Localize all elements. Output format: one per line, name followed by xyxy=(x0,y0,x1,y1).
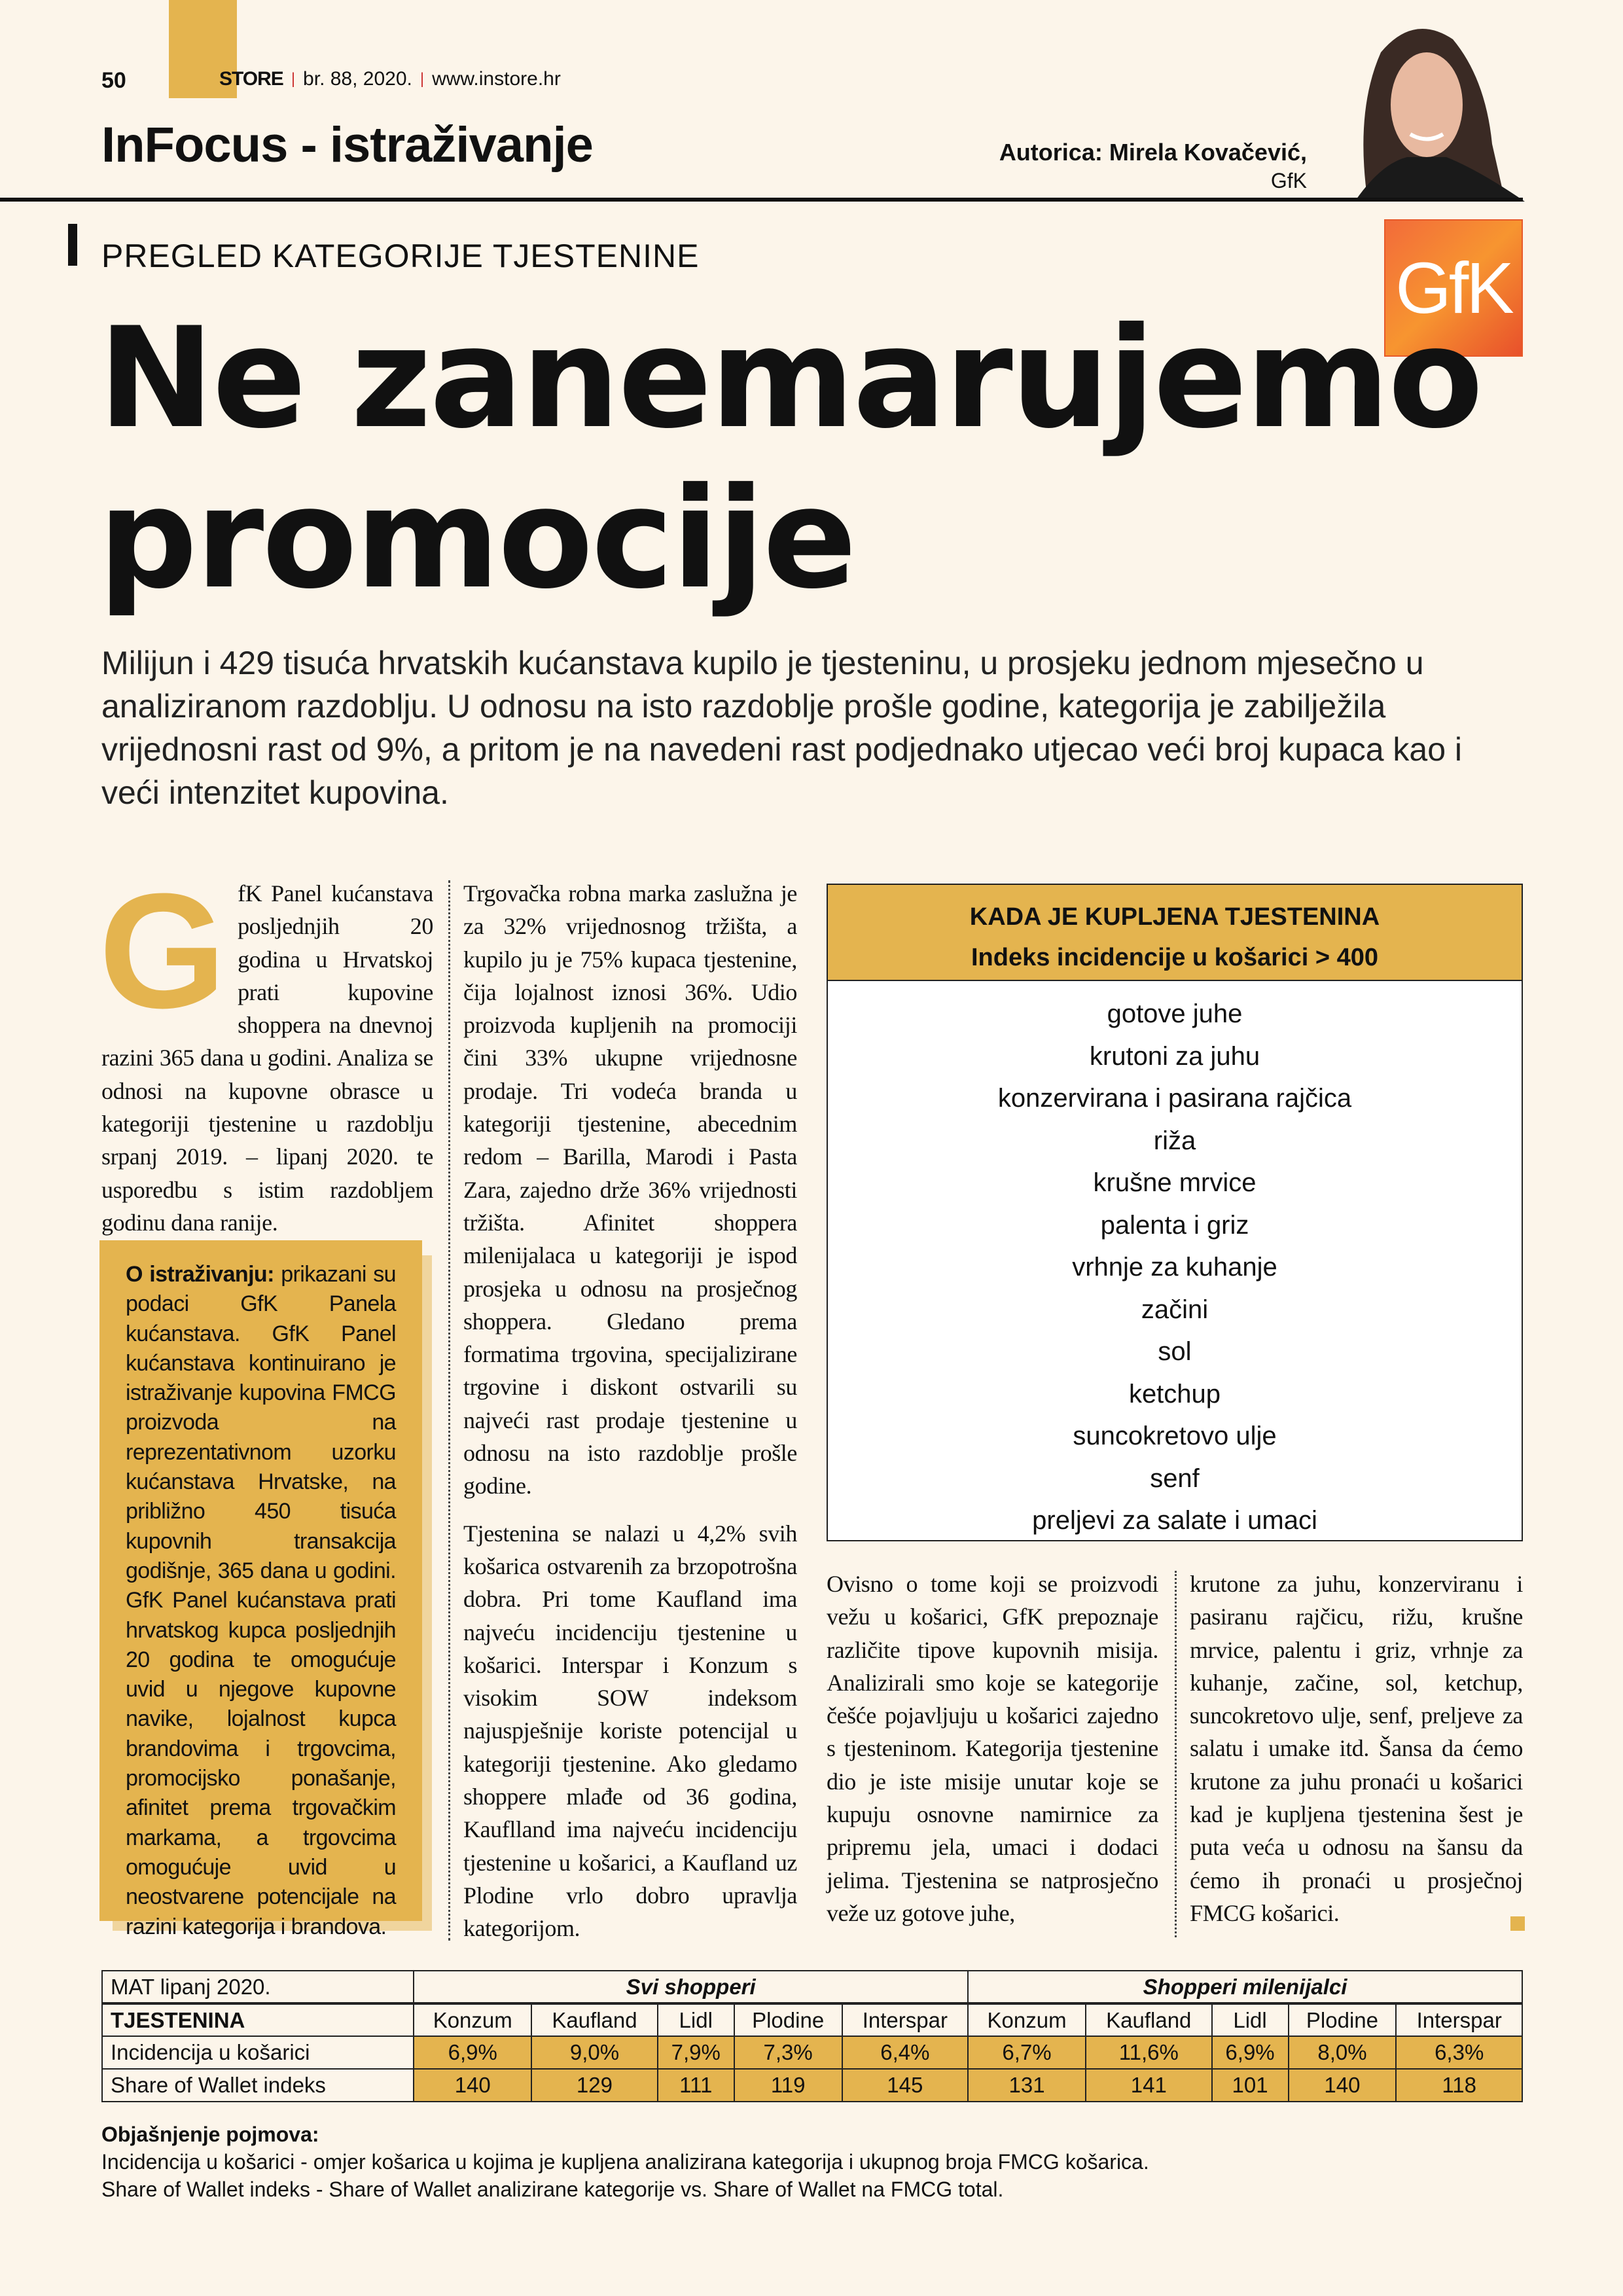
retailer-header: Kaufland xyxy=(531,2003,658,2036)
value-cell: 7,9% xyxy=(658,2036,734,2069)
author: Autorica: Mirela Kovačević, xyxy=(999,139,1307,166)
column-text: fK Panel kućanstava posljednjih 20 godina u Hrvatskoj prati kupovine shoppera na dnevnoj razini 365 dana u godini. Analiza se odnosi na kupovne obrasce u kategoriji tjestenine u razdoblju srpanj 2019. – lipanj 2020. te usporedbu s istim razdobljem godinu dana ranije. xyxy=(101,880,433,1236)
value-cell: 140 xyxy=(414,2069,531,2102)
sidebar-title: O istraživanju: xyxy=(126,1262,274,1287)
box-title: KADA JE KUPLJENA TJESTENINA xyxy=(969,903,1380,931)
row-label: Share of Wallet indeks xyxy=(102,2069,414,2102)
column-2 xyxy=(463,877,797,1945)
box-header xyxy=(828,885,1522,981)
row-label: Incidencija u košarici xyxy=(102,2036,414,2069)
box-item: preljevi za salate i umaci xyxy=(1032,1506,1317,1535)
box-item: krušne mrvice xyxy=(1093,1168,1257,1197)
value-cell: 6,7% xyxy=(968,2036,1086,2069)
group-header: Svi shopperi xyxy=(414,1971,968,2003)
box-list xyxy=(828,981,1522,1542)
box-item: ketchup xyxy=(1128,1379,1221,1408)
author-photo xyxy=(1329,13,1525,202)
column-divider xyxy=(448,880,450,1941)
box-item: konzervirana i pasirana rajčica xyxy=(997,1084,1352,1113)
retailer-header: Plodine xyxy=(1289,2003,1397,2036)
column-3: Ovisno o tome koji se proizvodi vežu u košarici, GfK prepoznaje različite tipove kupovnih misija. Analizirali smo koje se kategorije češće pojavljuju u košarici zajedno s tjesteninom. Kategorija tjestenine dio je iste misije unutar koje se kupuju osnovne namirnice za pripremu jela, umaci i dodaci jelima. Tjestenina se natprosječno veže uz gotove juhe, xyxy=(827,1571,1158,1926)
period-cell: MAT lipanj 2020. xyxy=(102,1971,414,2003)
box-item: začini xyxy=(1141,1295,1209,1324)
note-line: Incidencija u košarici - omjer košarica u kojima je kupljena analizirana kategorija i ukupnog broja FMCG košarica. xyxy=(101,2150,1149,2174)
retailer-header: Lidl xyxy=(1212,2003,1289,2036)
publication-line xyxy=(219,68,561,90)
note-line: Share of Wallet indeks - Share of Wallet analizirane kategorije vs. Share of Wallet na FMCG total. xyxy=(101,2178,1004,2201)
publication-logo: STORE xyxy=(219,68,283,90)
gfk-logo: GfK xyxy=(1384,219,1523,357)
headline xyxy=(98,298,1482,619)
category-cell: TJESTENINA xyxy=(102,2003,414,2036)
header-rule xyxy=(0,198,1523,202)
retailer-header: Plodine xyxy=(734,2003,842,2036)
website[interactable]: www.instore.hr xyxy=(432,68,561,90)
value-cell: 118 xyxy=(1396,2069,1522,2102)
paragraph: Trgovačka robna marka zaslužna je za 32% vrijednosnog tržišta, a kupilo ju je 75% kupaca tjestenine, čija lojalnost iznosi 36%. Udio proizvoda kupljenih na promociji čini 33% ukupne vrijednosne prodaje. Tri vodeća branda u kategoriji tjestenine, abecednim redom – Barilla, Marodi i Pasta Zara, zajedno drže 36% vrijednosti tržišta. Afinitet shoppera milenijalaca u kategoriji je ispod prosjeka u odnosu na prosječnog shoppera. Gledano prema formatima trgovina, specijalizirane trgovine i diskont ostvarili su najveći rast prodaje tjestenine u odnosu na isto razdoblje prošle godine. xyxy=(463,880,797,1499)
retailer-header: Konzum xyxy=(414,2003,531,2036)
drop-cap: G xyxy=(99,859,226,1042)
kicker-marker xyxy=(68,224,77,266)
box-item: gotove juhe xyxy=(1107,999,1243,1028)
value-cell: 140 xyxy=(1289,2069,1397,2102)
author-org: GfK xyxy=(1270,169,1307,192)
retailer-header: Kaufland xyxy=(1086,2003,1212,2036)
value-cell: 145 xyxy=(842,2069,969,2102)
retailer-header: Interspar xyxy=(1396,2003,1522,2036)
value-cell: 131 xyxy=(968,2069,1086,2102)
notes-title: Objašnjenje pojmova: xyxy=(101,2123,319,2146)
headline-line: Ne zanemarujemo xyxy=(98,297,1482,459)
notes xyxy=(101,2121,1149,2203)
value-cell: 6,4% xyxy=(842,2036,969,2069)
value-cell: 7,3% xyxy=(734,2036,842,2069)
value-cell: 6,9% xyxy=(414,2036,531,2069)
retailer-header: Interspar xyxy=(842,2003,969,2036)
value-cell: 119 xyxy=(734,2069,842,2102)
about-research-box xyxy=(99,1240,422,1939)
box-item: suncokretovo ulje xyxy=(1073,1422,1277,1450)
end-mark xyxy=(1510,1916,1525,1931)
value-cell: 6,3% xyxy=(1396,2036,1522,2069)
kicker: PREGLED KATEGORIJE TJESTENINE xyxy=(101,238,700,274)
box-item: vrhnje za kuhanje xyxy=(1072,1253,1277,1282)
column-divider xyxy=(1175,1571,1177,1937)
page-number: 50 xyxy=(101,68,126,93)
value-cell: 8,0% xyxy=(1289,2036,1397,2069)
value-cell: 11,6% xyxy=(1086,2036,1212,2069)
value-cell: 101 xyxy=(1212,2069,1289,2102)
box-item: senf xyxy=(1150,1463,1200,1493)
separator: | xyxy=(291,70,296,88)
box-subtitle: Indeks incidencije u košarici > 400 xyxy=(971,944,1379,971)
paragraph: Tjestenina se nalazi u 4,2% svih košarica ostvarenih za brzopotrošna dobra. Pri tome Kaufland ima najveću incidenciju tjestenine u košarici. Interspar i Konzum s visokim SOW indeksom najuspješnije koriste potencijal u kategoriji tjestenine. Ako gledamo shoppere mlađe od 36 godina, Kauflland ima najveću incidenciju tjestenine u košarici, a Kaufland uz Plodine vrlo dobro upravlja kategorijom. xyxy=(463,1520,797,1942)
value-cell: 9,0% xyxy=(531,2036,658,2069)
box-item: sol xyxy=(1158,1337,1192,1366)
value-cell: 141 xyxy=(1086,2069,1212,2102)
retailer-header: Lidl xyxy=(658,2003,734,2036)
column-1 xyxy=(99,859,433,1239)
box-item: krutoni za juhu xyxy=(1089,1041,1260,1071)
separator: | xyxy=(419,70,425,88)
column-4: krutone za juhu, konzerviranu i pasiranu rajčicu, rižu, krušne mrvice, palentu i griz, vrhnje za kuhanje, začine, sol, ketchup, suncokretovo ulje, senf, preljeve za salatu i umake itd. Šansa da ćemo krutone za juhu pronaći u košarici kad je kupljena tjestenina šest je puta veća u odnosu na šansu da ćemo ih pronaći u prosječnoj FMCG košarici. xyxy=(1190,1571,1523,1926)
sidebar-text: prikazani su podaci GfK Panela kućanstava. GfK Panel kućanstava kontinuirano je istraživanje kupovina FMCG proizvoda na reprezentativnom uzorku kućanstava Hrvatske, na približno 450 tisuća kupovnih transakcija godišnje, 365 dana u godini. GfK Panel kućanstava prati hrvatskog kupca posljednjih 20 godina te omogućuje uvid u njegove kupovne navike, lojalnost kupca brandovima i trgovcima, promocijsko ponašanje, afinitet prema trgovačkim markama, a trgovcima omogućuje uvid u neostvarene potencijale na razini kategorija i brandova. xyxy=(126,1262,396,1939)
value-cell: 111 xyxy=(658,2069,734,2102)
value-cell: 6,9% xyxy=(1212,2036,1289,2069)
group-header: Shopperi milenijalci xyxy=(968,1971,1522,2003)
headline-line: promocije xyxy=(98,457,855,619)
lead-paragraph: Milijun i 429 tisuća hrvatskih kućanstava kupilo je tjesteninu, u prosjeku jednom mjesečno u analiziranom razdoblju. U odnosu na isto razdoblje prošle godine, kategorija je zabilježila vrijednosni rast od 9%, a pritom je na navedeni rast podjednako utjecao veći broj kupaca kao i veći intenzitet kupovina. xyxy=(101,645,1463,811)
retailer-table xyxy=(101,1970,1523,2102)
box-item: palenta i griz xyxy=(1100,1210,1249,1240)
issue: br. 88, 2020. xyxy=(303,68,412,90)
section-title: InFocus - istraživanje xyxy=(101,117,593,173)
value-cell: 129 xyxy=(531,2069,658,2102)
retailer-header: Konzum xyxy=(968,2003,1086,2036)
box-item: riža xyxy=(1153,1126,1196,1155)
basket-box xyxy=(827,884,1523,1541)
